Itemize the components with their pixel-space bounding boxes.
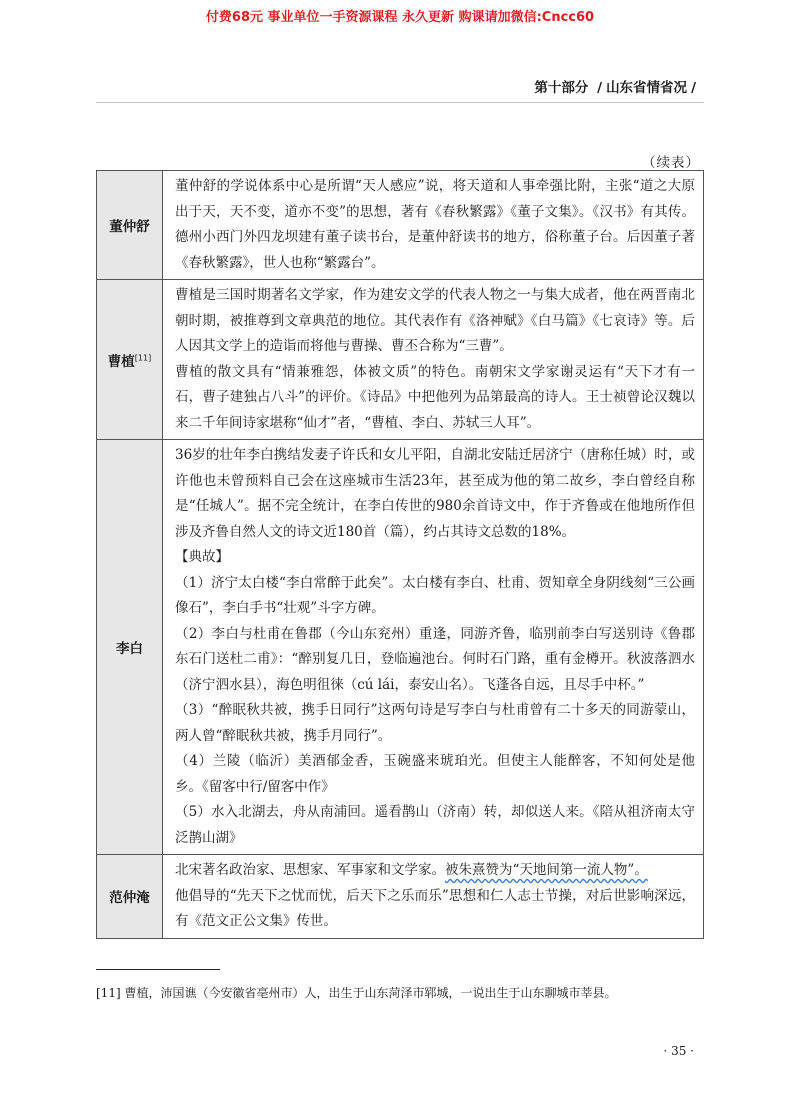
section-part: 第十部分 xyxy=(534,80,589,96)
header-slash-right: / xyxy=(691,80,696,96)
allusion-item: （4）兰陵（临沂）美酒郁金香，玉碗盛来琥珀光。但使主人能醉客，不知何处是他乡。《留客中行/留客中作》 xyxy=(175,753,695,795)
table-row xyxy=(97,171,704,280)
table-row xyxy=(97,280,704,440)
allusion-heading: 【典故】 xyxy=(175,549,229,565)
continued-label: （续表） xyxy=(642,155,700,171)
paragraph: 董仲舒的学说体系中心是所谓“天人感应”说，将天道和人事牵强比附，主张“道之大原出于天，天不变，道亦不变”的思想，著有《春秋繁露》《董子文集》。《汉书》有其传。德州小西门外四龙坝建有董子读书台，是董仲舒读书的地方，俗称董子台。后因董子著《春秋繁露》，世人也称“繁露台”。 xyxy=(175,178,695,271)
description-cell xyxy=(163,440,704,855)
description-cell xyxy=(163,280,704,440)
footnote: [11] 曹植，沛国谯（今安徽省亳州市）人，出生于山东菏泽市郓城，一说出生于山东聊城市莘县。 xyxy=(96,986,617,1000)
allusion-item: （3）“醉眠秋共被，携手日同行”这两句诗是写李白与杜甫曾有二十多天的同游蒙山，两人曾“醉眠秋共被，携手月同行”。 xyxy=(175,702,695,744)
paragraph xyxy=(175,858,695,884)
person-name-libai: 李白 xyxy=(97,440,163,855)
paragraph-text: 北宋著名政治家、思想家、军事家和文学家。 xyxy=(175,862,445,878)
person-name-dongzhongshu: 董仲舒 xyxy=(97,171,163,280)
footnote-rule xyxy=(96,969,220,970)
section-title: 山东省情省况 xyxy=(606,80,688,96)
allusion-item: （1）济宁太白楼“李白常醉于此矣”。太白楼有李白、杜甫、贺知章全身阴线刻“三公画像石”，李白手书“壮观”斗字方碑。 xyxy=(175,574,695,616)
paragraph: 他倡导的“先天下之忧而忧，后天下之乐而乐”思想和仁人志士节操，对后世影响深远，有《范文正公文集》传世。 xyxy=(175,887,695,929)
wavy-underlined-text: 被朱熹赞为“天地间第一流人物”。 xyxy=(445,862,648,878)
header-slash-left: / xyxy=(597,80,603,96)
figures-table xyxy=(96,170,704,939)
watermark-banner: 付费68元 事业单位一手资源课程 永久更新 购课请加微信:Cncc60 xyxy=(205,10,595,25)
paragraph: 曹植是三国时期著名文学家，作为建安文学的代表人物之一与集大成者，他在两晋南北朝时期，被推尊到文章典范的地位。其代表作有《洛神赋》《白马篇》《七哀诗》等。后人因其文学上的造诣而将他与曹操、曹丕合称为“三曹”。 xyxy=(175,287,695,354)
footnote-ref[interactable]: [11] xyxy=(134,353,152,362)
table-row xyxy=(97,855,704,939)
person-name-caozhi xyxy=(97,280,163,440)
paragraph: 36岁的壮年李白携结发妻子许氏和女儿平阳，自湖北安陆迁居济宁（唐称任城）时，或许他也未曾预料自己会在这座城市生活23年，甚至成为他的第二故乡，李白曾经自称是“任城人”。据不完全统计，在李白传世的980余首诗文中，作于齐鲁或在他地所作但涉及齐鲁自然人文的诗文近180首（篇），约占其诗文总数的18%。 xyxy=(175,447,695,540)
paragraph: 曹植的散文具有“情兼雅怨，体被文质”的特色。南朝宋文学家谢灵运有“天下才有一石，曹子建独占八斗”的评价。《诗品》中把他列为品第最高的诗人。王士祯曾论汉魏以来二千年间诗家堪称“仙才”者，“曹植、李白、苏轼三人耳”。 xyxy=(175,363,695,431)
person-name-text: 曹植 xyxy=(107,353,135,370)
allusion-item: （2）李白与杜甫在鲁郡（今山东兖州）重逢，同游齐鲁，临别前李白写送别诗《鲁郡东石门送杜二甫》：“醉别复几日，登临遍池台。何时石门路，重有金樽开。秋波落泗水（济宁泗水县），海色明徂徕（cú lái，泰安山名）。飞蓬各自远，且尽手中杯。” xyxy=(175,625,695,693)
page-number: · 35 · xyxy=(663,1044,694,1058)
allusion-item: （5）水入北湖去，舟从南浦回。遥看鹊山（济南）转，却似送人来。《陪从祖济南太守泛鹊山湖》 xyxy=(175,804,695,846)
description-cell xyxy=(163,855,704,939)
table-row xyxy=(97,440,704,855)
description-cell xyxy=(163,171,704,280)
section-header xyxy=(534,76,700,96)
header-rule xyxy=(96,102,704,103)
person-name-fanzhongyan: 范仲淹 xyxy=(97,855,163,939)
